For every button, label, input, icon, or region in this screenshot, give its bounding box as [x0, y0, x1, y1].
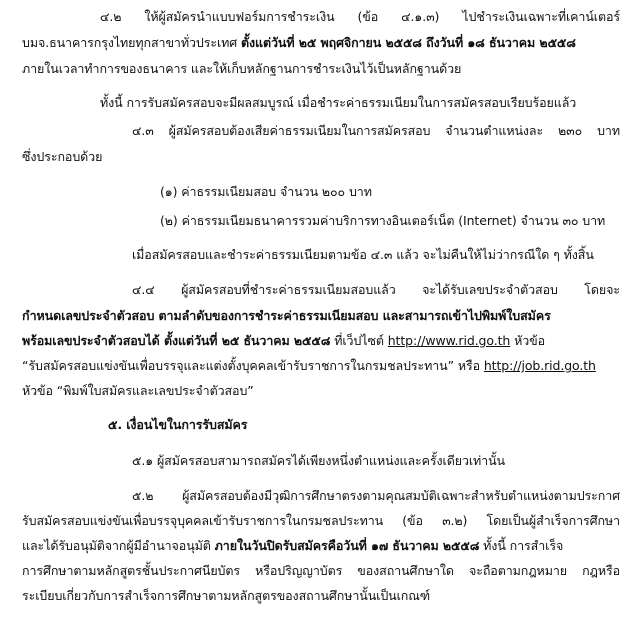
payment-hours-text: ภายในเวลาทำการของธนาคาร และให้เก็บหลักฐานการชำระเงินไว้เป็นหลักฐานด้วย	[22, 61, 462, 76]
no-refund-text: เมื่อสมัครสอบและชำระค่าธรรมเนียมตามข้อ ๔.๓ แล้ว จะไม่คืนให้ไม่ว่ากรณีใด ๆ ทั้งสิ้น	[132, 247, 594, 262]
bank-branches-text: บมจ.ธนาคารกรุงไทยทุกสาขาทั่วประเทศ	[22, 35, 241, 50]
section-4-4-line-5	[22, 380, 620, 402]
exam-number-order-text: กำหนดเลขประจำตัวสอบ ตามลำดับของการชำระค่าธรรมเนียมสอบ และสามารถเข้าไปพิมพ์ใบสมัคร	[22, 308, 551, 323]
section-5-1	[132, 450, 620, 472]
section-4-4-line-2	[22, 305, 620, 327]
section-4-4-text: ๔.๔ ผู้สมัครสอบที่ชำระค่าธรรมเนียมสอบแล้ว จะได้รับเลขประจำตัวสอบ โดยจะ	[132, 282, 620, 297]
fee-item-1	[160, 181, 620, 203]
closing-date-text: ภายในวันปิดรับสมัครคือวันที่ ๑๗ ธันวาคม ๒๕๕๘	[214, 538, 480, 553]
section-4-4-line-1	[132, 279, 620, 301]
section-5-2-line-5	[22, 585, 620, 607]
completion-note-text: ทั้งนี้ การรับสมัครสอบจะมีผลสมบูรณ์ เมื่อชำระค่าธรรมเนียมในการสมัครสอบเรียบร้อยแล้ว	[100, 95, 577, 110]
graduation-text: ทั้งนี้ การสำเร็จ	[479, 538, 564, 553]
section-4-3-line-2	[22, 146, 620, 168]
section-4-2-line-2	[22, 32, 620, 54]
section-5-2-text: ๕.๒ ผู้สมัครสอบต้องมีวุฒิการศึกษาตรงตามคุณสมบัติเฉพาะสำหรับตำแหน่งตามประกาศ	[132, 488, 620, 503]
recruitment-topic-text: “รับสมัครสอบแข่งขันเพื่อบรรจุและแต่งตั้งบุคคลเข้ารับราชการในกรมชลประทาน” หรือ	[22, 358, 484, 373]
section-5-heading	[108, 414, 620, 436]
rid-website-link[interactable]: http://www.rid.go.th	[387, 333, 511, 348]
exam-fee-text: (๑) ค่าธรรมเนียมสอบ จำนวน ๒๐๐ บาท	[160, 184, 372, 199]
criteria-text: ระเบียบเกี่ยวกับการสำเร็จการศึกษาตามหลักสูตรของสถานศึกษานั้นเป็นเกณฑ์	[22, 588, 431, 603]
print-topic-text: หัวข้อ “พิมพ์ใบสมัครและเลขประจำตัวสอบ”	[22, 383, 254, 398]
conditions-heading: ๕. เงื่อนไขในการรับสมัคร	[108, 417, 248, 432]
approval-text: และได้รับอนุมัติจากผู้มีอำนาจอนุมัติ	[22, 538, 215, 553]
fee-components-label: ซึ่งประกอบด้วย	[22, 149, 103, 164]
section-4-2-note	[100, 92, 620, 114]
curriculum-text: การศึกษาตามหลักสูตรชั้นประกาศนียบัตร หรือปริญญาบัตร ของสถานศึกษาใด จะถือตามกฎหมาย กฎหรือ	[22, 563, 620, 578]
section-4-3-text: ๔.๓ ผู้สมัครสอบต้องเสียค่าธรรมเนียมในการสมัครสอบ จำนวนตำแหน่งละ ๒๓๐ บาท	[132, 123, 620, 138]
section-4-2-text: ๔.๒ ให้ผู้สมัครนำแบบฟอร์มการชำระเงิน (ข้อ ๔.๑.๓) ไปชำระเงินเฉพาะที่เคาน์เตอร์	[100, 9, 620, 24]
section-5-2-line-4	[22, 560, 620, 582]
print-date-text: พร้อมเลขประจำตัวสอบได้ ตั้งแต่วันที่ ๒๕ ธันวาคม ๒๕๕๘	[22, 333, 331, 348]
section-4-2-line-1	[100, 6, 620, 28]
section-4-2-line-3	[22, 58, 620, 80]
section-4-4-line-4	[22, 355, 620, 377]
section-5-2-line-3	[22, 535, 620, 557]
payment-period-text: ตั้งแต่วันที่ ๒๕ พฤศจิกายน ๒๕๕๘ ถึงวันที่ ๑๘ ธันวาคม ๒๕๕๘	[240, 35, 576, 50]
section-4-3-line-1	[132, 120, 620, 142]
qualification-text: รับสมัครสอบแข่งขันเพื่อบรรจุบุคคลเข้ารับราชการในกรมชลประทาน (ข้อ ๓.๒) โดยเป็นผู้สำเร็จการศึกษา	[22, 513, 620, 528]
fee-item-2	[160, 210, 620, 232]
refund-note	[132, 244, 620, 266]
section-5-2-line-2	[22, 510, 620, 532]
section-4-4-line-3	[22, 330, 620, 352]
one-position-text: ๕.๑ ผู้สมัครสอบสามารถสมัครได้เพียงหนึ่งตำแหน่งและครั้งเดียวเท่านั้น	[132, 453, 505, 468]
bank-fee-text: (๒) ค่าธรรมเนียมธนาคารรวมค่าบริการทางอินเตอร์เน็ต (Internet) จำนวน ๓๐ บาท	[160, 213, 606, 228]
section-5-2-line-1	[132, 485, 620, 507]
website-label: ที่เว็ปไซต์	[330, 333, 388, 348]
topic-label: หัวข้อ	[510, 333, 546, 348]
job-website-link[interactable]: http://job.rid.go.th	[483, 358, 596, 373]
